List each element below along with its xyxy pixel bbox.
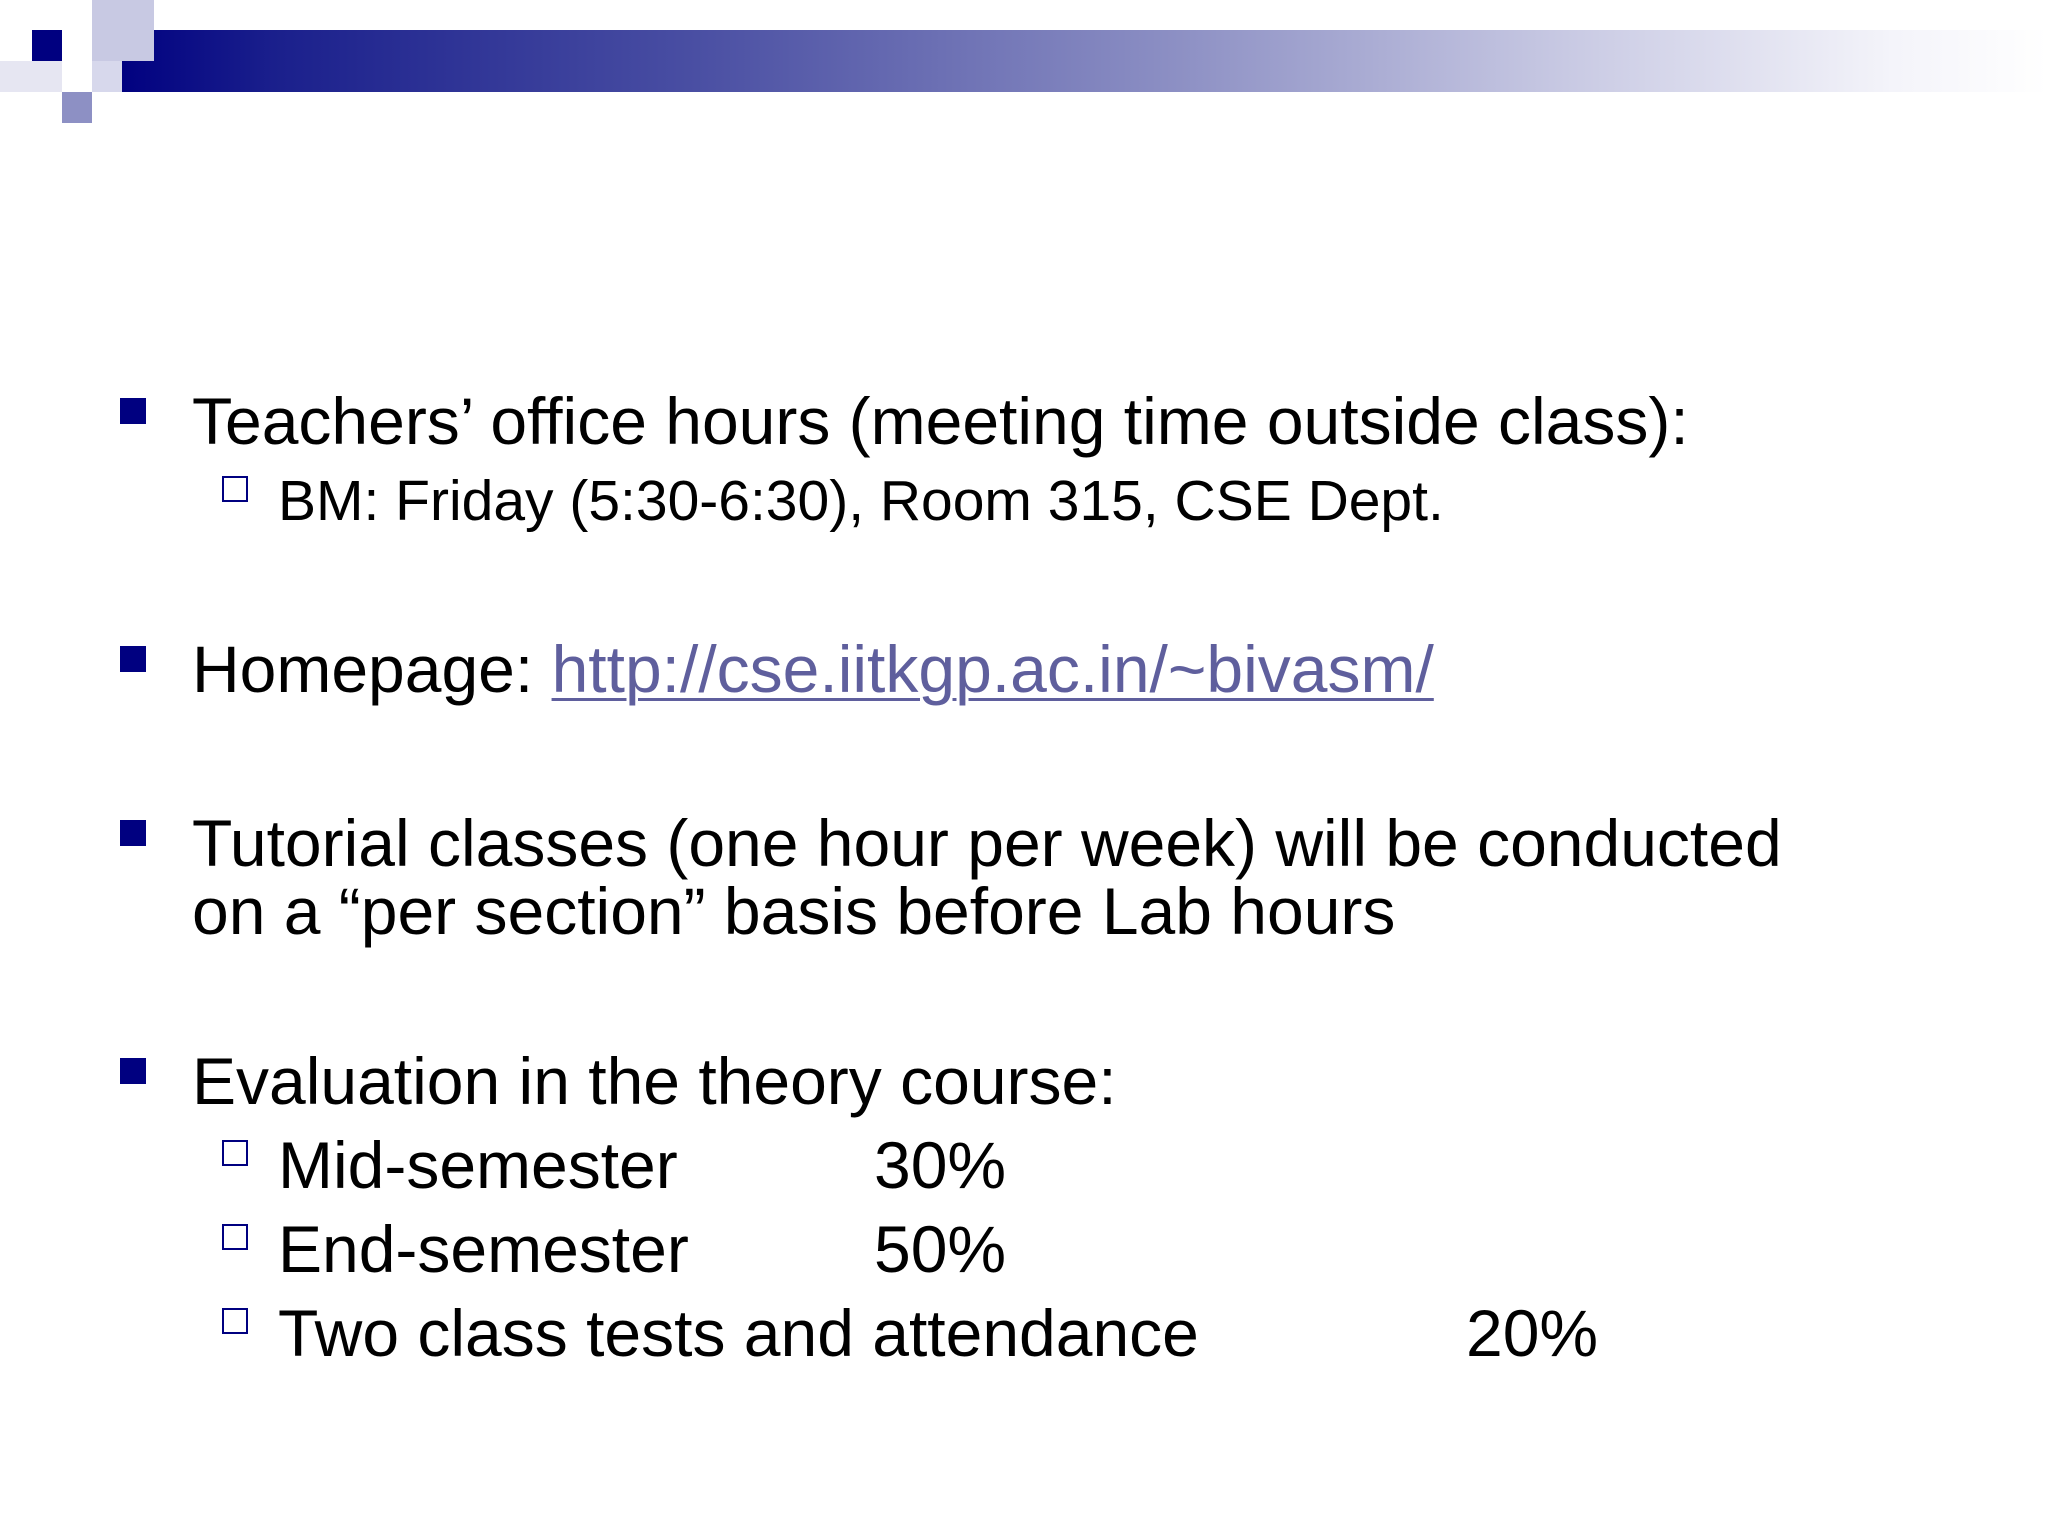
square-bullet-icon xyxy=(120,820,146,846)
square-bullet-icon xyxy=(120,398,146,424)
evaluation-heading: Evaluation in the theory course: xyxy=(192,1044,1117,1118)
tutorial-line-2: on a “per section” basis before Lab hours xyxy=(192,874,1396,948)
evaluation-item-name: Mid-semester xyxy=(278,1128,678,1202)
hollow-square-bullet-icon xyxy=(222,1224,248,1250)
evaluation-item-pct: 30% xyxy=(874,1128,1007,1202)
evaluation-item-pct: 20% xyxy=(1466,1296,1599,1370)
square-bullet-icon xyxy=(120,1058,146,1084)
evaluation-item-pct: 50% xyxy=(874,1212,1007,1286)
hollow-square-bullet-icon xyxy=(222,1308,248,1334)
square-bullet-icon xyxy=(120,646,146,672)
office-hours-detail: BM: Friday (5:30-6:30), Room 315, CSE Dept. xyxy=(278,469,1444,533)
hollow-square-bullet-icon xyxy=(222,476,248,502)
evaluation-item-name: Two class tests and attendance xyxy=(278,1296,1199,1370)
homepage-link[interactable]: http://cse.iitkgp.ac.in/~bivasm/ xyxy=(551,632,1434,706)
hollow-square-bullet-icon xyxy=(222,1140,248,1166)
office-hours-heading: Teachers’ office hours (meeting time outside class): xyxy=(192,384,1689,458)
homepage-line xyxy=(192,634,1434,704)
tutorial-line-1: Tutorial classes (one hour per week) will be conducted xyxy=(192,806,1782,880)
homepage-label: Homepage: xyxy=(192,632,552,706)
evaluation-item-name: End-semester xyxy=(278,1212,689,1286)
